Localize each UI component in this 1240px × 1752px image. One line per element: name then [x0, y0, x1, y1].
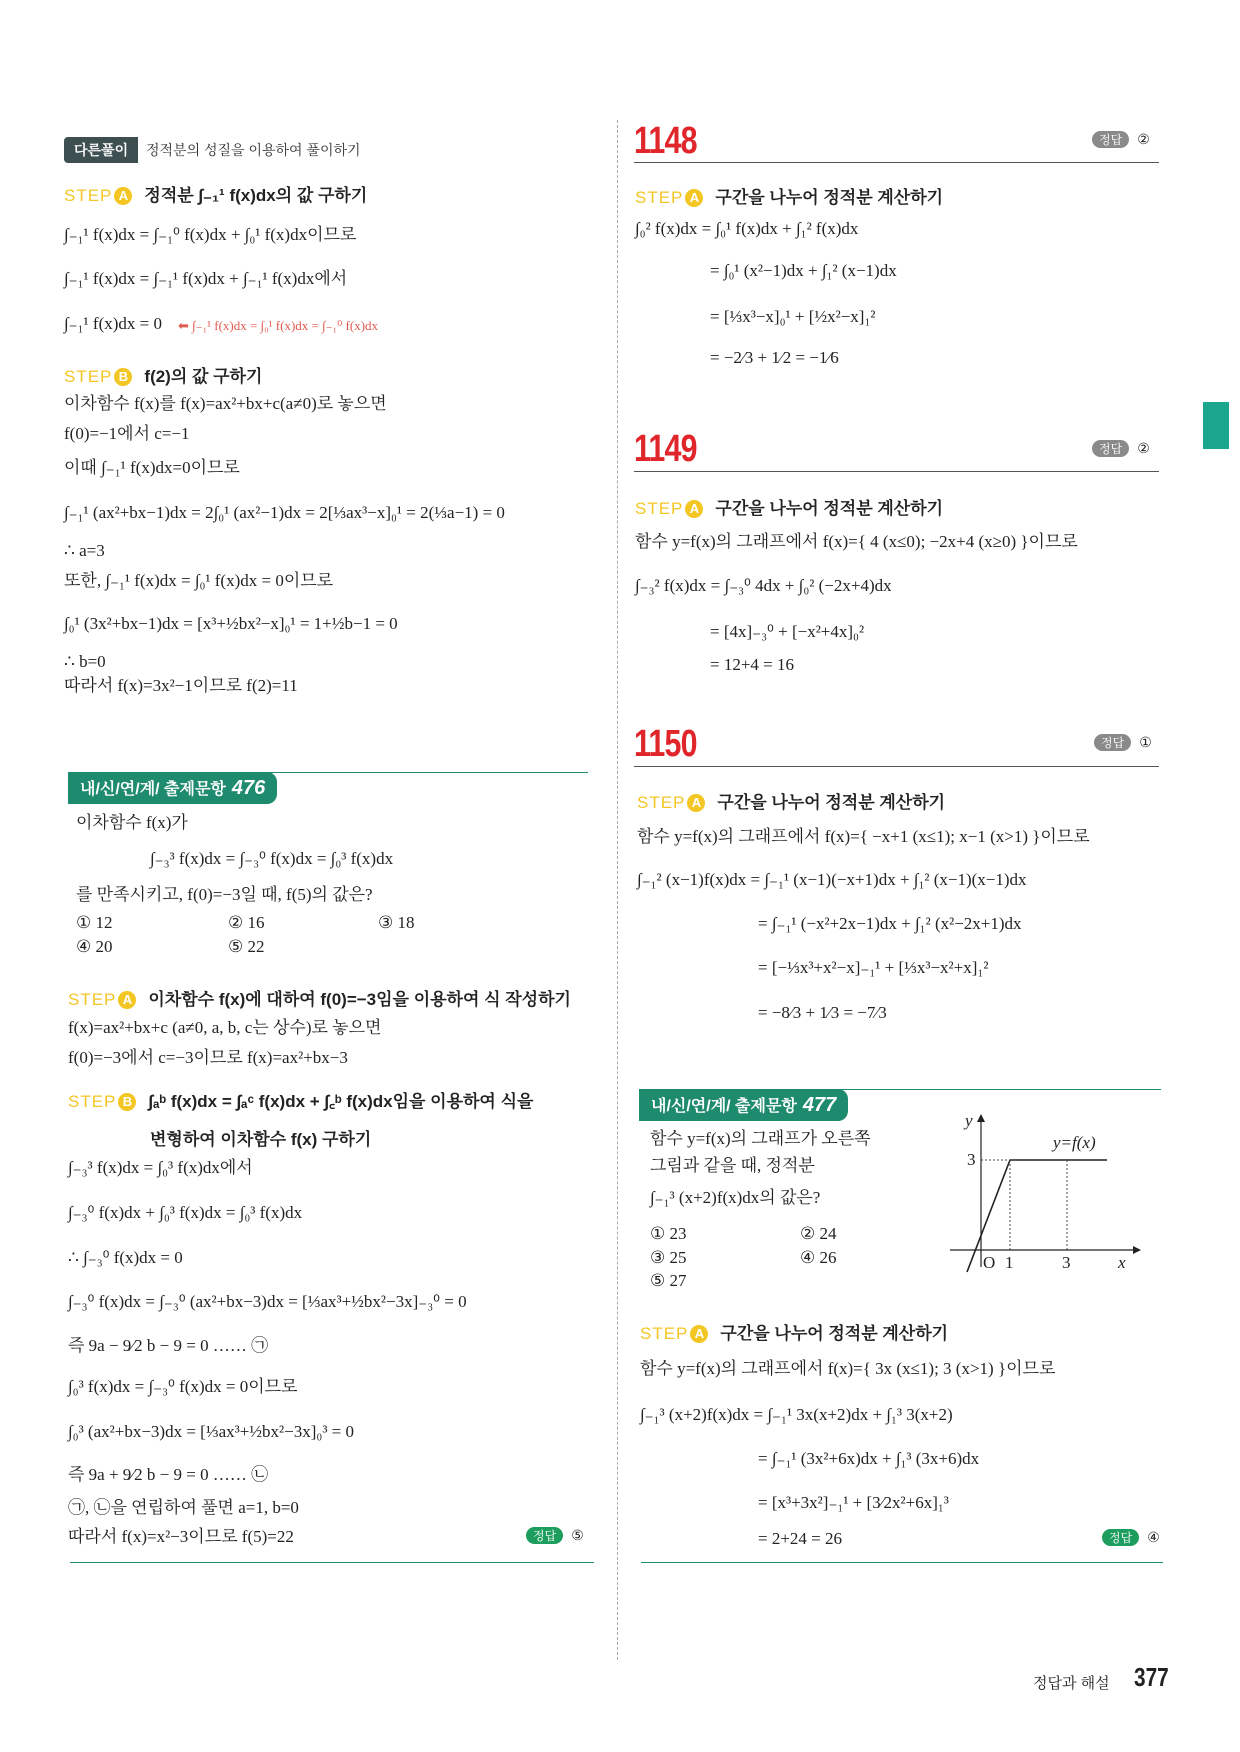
problem-number: 1148 — [634, 120, 697, 162]
step-b-heading: STEP B ∫ₐᵇ f(x)dx = ∫ₐᶜ f(x)dx + ∫꜀ᵇ f(x)dx임을 이용하여 식을 — [68, 1092, 534, 1111]
step-a-heading: STEP A 구간을 나누어 정적분 계산하기 — [640, 1324, 949, 1343]
divider — [641, 1562, 1163, 1563]
choice-1: ① 12 — [76, 913, 113, 932]
answer-badge: 정답 ② — [1092, 131, 1150, 148]
math-line: 따라서 f(x)=3x²−1이므로 f(2)=11 — [64, 676, 298, 695]
annotation-note: ⬅ ∫₋₁¹ f(x)dx = ∫₀¹ f(x)dx = ∫₋₁⁰ f(x)dx — [178, 318, 379, 333]
math-line: 이차함수 f(x)를 f(x)=ax²+bx+c(a≠0)로 놓으면 — [64, 394, 387, 413]
math-line: ∴ ∫₋₃⁰ f(x)dx = 0 — [68, 1248, 183, 1267]
math-line: = −8⁄3 + 1⁄3 = −7⁄3 — [758, 1003, 887, 1022]
x-tick-1: 1 — [1005, 1253, 1014, 1272]
math-line: f(0)=−1에서 c=−1 — [64, 424, 190, 443]
math-line: ∫₋₃³ f(x)dx = ∫₀³ f(x)dx에서 — [68, 1158, 253, 1177]
column-divider — [617, 120, 618, 1660]
math-line: ∫₀³ (ax²+bx−3)dx = [⅓ax³+½bx²−3x]₀³ = 0 — [68, 1422, 355, 1441]
choice-4: ④ 26 — [800, 1248, 837, 1267]
choice-3: ③ 18 — [378, 913, 415, 932]
y-arrow — [977, 1114, 985, 1122]
divider — [634, 471, 1159, 472]
answer-badge: 정답 ① — [1094, 734, 1152, 751]
divider — [634, 162, 1159, 163]
problem-text: 이차함수 f(x)가 — [76, 813, 188, 832]
math-line: ∫₀² f(x)dx = ∫₀¹ f(x)dx + ∫₁² f(x)dx — [635, 219, 859, 238]
math-line: = [−⅓x³+x²−x]₋₁¹ + [⅓x³−x²+x]₁² — [758, 958, 989, 977]
divider — [639, 1089, 1161, 1090]
math-line: ∫₋₁¹ f(x)dx = 0 — [64, 314, 162, 333]
problem-text: 함수 y=f(x)의 그래프가 오른쪽 — [650, 1129, 871, 1148]
answer-badge: 정답 ② — [1092, 440, 1150, 457]
problem-number: 1150 — [634, 723, 697, 765]
math-line: f(0)=−3에서 c=−3이므로 f(x)=ax²+bx−3 — [68, 1048, 348, 1067]
math-line: ∴ b=0 — [64, 652, 106, 671]
choice-3: ③ 25 — [650, 1248, 687, 1267]
math-line: = ∫₋₁¹ (3x²+6x)dx + ∫₁³ (3x+6)dx — [758, 1449, 980, 1468]
math-line: ∫₀³ f(x)dx = ∫₋₃⁰ f(x)dx = 0이므로 — [68, 1377, 298, 1396]
step-a-heading: STEP A 구간을 나누어 정적분 계산하기 — [635, 188, 944, 207]
math-line: = −2⁄3 + 1⁄2 = −1⁄6 — [710, 348, 839, 367]
math-line: 즉 9a + 9⁄2 b − 9 = 0 …… ㉡ — [68, 1465, 269, 1484]
function-label: y=f(x) — [1053, 1133, 1096, 1152]
math-line: ∫₀¹ (3x²+bx−1)dx = [x³+½bx²−x]₀¹ = 1+½b−1 = 0 — [64, 614, 398, 633]
math-line: 즉 9a − 9⁄2 b − 9 = 0 …… ㉠ — [68, 1336, 269, 1355]
chapter-tab — [1203, 402, 1229, 449]
choice-1: ① 23 — [650, 1224, 687, 1243]
math-line: = ∫₀¹ (x²−1)dx + ∫₁² (x−1)dx — [710, 261, 897, 280]
math-line: = 2+24 = 26 — [758, 1529, 843, 1548]
math-line: ∫₋₁¹ f(x)dx = ∫₋₁¹ f(x)dx + ∫₋₁¹ f(x)dx에서 — [64, 269, 348, 288]
y-axis-label: y — [965, 1111, 973, 1130]
math-line: 함수 y=f(x)의 그래프에서 f(x)={ 3x (x≤1); 3 (x>1) }이므로 — [640, 1359, 1056, 1378]
choice-2: ② 24 — [800, 1224, 837, 1243]
choice-5: ⑤ 27 — [650, 1271, 687, 1290]
function-graph — [945, 1112, 1145, 1277]
problem-text: 를 만족시키고, f(0)=−3일 때, f(5)의 값은? — [76, 885, 373, 904]
alt-solution-badge: 다른풀이 — [64, 137, 138, 163]
math-line: f(x)=ax²+bx+c (a≠0, a, b, c는 상수)로 놓으면 — [68, 1018, 382, 1037]
problem-equation: ∫₋₃³ f(x)dx = ∫₋₃⁰ f(x)dx = ∫₀³ f(x)dx — [150, 849, 394, 868]
step-a-heading: STEP A 구간을 나누어 정적분 계산하기 — [637, 793, 946, 812]
problem-text: ∫₋₁³ (x+2)f(x)dx의 값은? — [650, 1188, 821, 1207]
step-b-heading: STEP B f(2)의 값 구하기 — [64, 367, 263, 386]
math-line: ∫₋₃⁰ f(x)dx + ∫₀³ f(x)dx = ∫₀³ f(x)dx — [68, 1203, 303, 1222]
divider — [68, 772, 588, 773]
footer-label: 정답과 해설 — [1033, 1675, 1110, 1692]
divider — [634, 766, 1159, 767]
math-line: = [4x]₋₃⁰ + [−x²+4x]₀² — [710, 622, 865, 641]
math-line: = [x³+3x²]₋₁¹ + [3⁄2x²+6x]₁³ — [758, 1493, 949, 1512]
math-line: 이때 ∫₋₁¹ f(x)dx=0이므로 — [64, 458, 240, 477]
x-tick-3: 3 — [1062, 1253, 1071, 1272]
x-arrow — [1133, 1246, 1141, 1254]
choice-2: ② 16 — [228, 913, 265, 932]
math-line: ∫₋₁¹ (ax²+bx−1)dx = 2∫₀¹ (ax²−1)dx = 2[⅓ax³−x]₀¹ = 2(⅓a−1) = 0 — [64, 503, 505, 522]
math-line: 따라서 f(x)=x²−3이므로 f(5)=22 — [68, 1527, 294, 1546]
math-line: 함수 y=f(x)의 그래프에서 f(x)={ −x+1 (x≤1); x−1 (x>1) }이므로 — [637, 827, 1090, 846]
math-line: = ∫₋₁¹ (−x²+2x−1)dx + ∫₁² (x²−2x+1)dx — [758, 914, 1022, 933]
x-axis-label: x — [1118, 1253, 1126, 1272]
step-a-heading: STEP A 구간을 나누어 정적분 계산하기 — [635, 499, 944, 518]
math-line: ∫₋₁¹ f(x)dx = ∫₋₁⁰ f(x)dx + ∫₀¹ f(x)dx이므로 — [64, 225, 357, 244]
step-b-heading-cont: 변형하여 이차함수 f(x) 구하기 — [150, 1130, 372, 1149]
choice-5: ⑤ 22 — [228, 937, 265, 956]
problem-text: 그림과 같을 때, 정적분 — [650, 1156, 815, 1175]
math-line: ∫₋₃⁰ f(x)dx = ∫₋₃⁰ (ax²+bx−3)dx = [⅓ax³+½bx²−3x]₋₃⁰ = 0 — [68, 1292, 467, 1311]
answer-badge: 정답 ⑤ — [526, 1527, 584, 1544]
math-line: ∴ a=3 — [64, 541, 105, 560]
problem-477-header: 내/신/연/계/ 출제문항 477 — [639, 1089, 848, 1121]
step-a-heading: STEP A 정적분 ∫₋₁¹ f(x)dx의 값 구하기 — [64, 186, 368, 205]
math-line: 함수 y=f(x)의 그래프에서 f(x)={ 4 (x≤0); −2x+4 (x≥0) }이므로 — [635, 532, 1078, 551]
choice-4: ④ 20 — [76, 937, 113, 956]
problem-476-header: 내/신/연/계/ 출제문항 476 — [68, 772, 277, 804]
y-tick-3: 3 — [967, 1150, 976, 1169]
origin-label: O — [983, 1253, 996, 1272]
math-line: ∫₋₁³ (x+2)f(x)dx = ∫₋₁¹ 3x(x+2)dx + ∫₁³ 3(x+2) — [640, 1405, 953, 1424]
math-line: ㉠, ㉡을 연립하여 풀면 a=1, b=0 — [68, 1498, 299, 1517]
math-line: ∫₋₁² (x−1)f(x)dx = ∫₋₁¹ (x−1)(−x+1)dx + ∫₁² (x−1)(x−1)dx — [637, 870, 1027, 889]
page-number: 377 — [1134, 1662, 1169, 1692]
divider — [70, 1562, 594, 1563]
step-a-heading: STEP A 이차함수 f(x)에 대하여 f(0)=−3임을 이용하여 식 작성하기 — [68, 990, 571, 1009]
math-line: ∫₋₃² f(x)dx = ∫₋₃⁰ 4dx + ∫₀² (−2x+4)dx — [635, 576, 892, 595]
math-line: 또한, ∫₋₁¹ f(x)dx = ∫₀¹ f(x)dx = 0이므로 — [64, 571, 334, 590]
problem-number: 1149 — [634, 428, 697, 470]
math-line: = 12+4 = 16 — [710, 655, 795, 674]
alt-solution-title: 정적분의 성질을 이용하여 풀이하기 — [146, 142, 361, 158]
answer-badge: 정답 ④ — [1102, 1529, 1160, 1546]
math-line: = [⅓x³−x]₀¹ + [½x²−x]₁² — [710, 307, 876, 326]
